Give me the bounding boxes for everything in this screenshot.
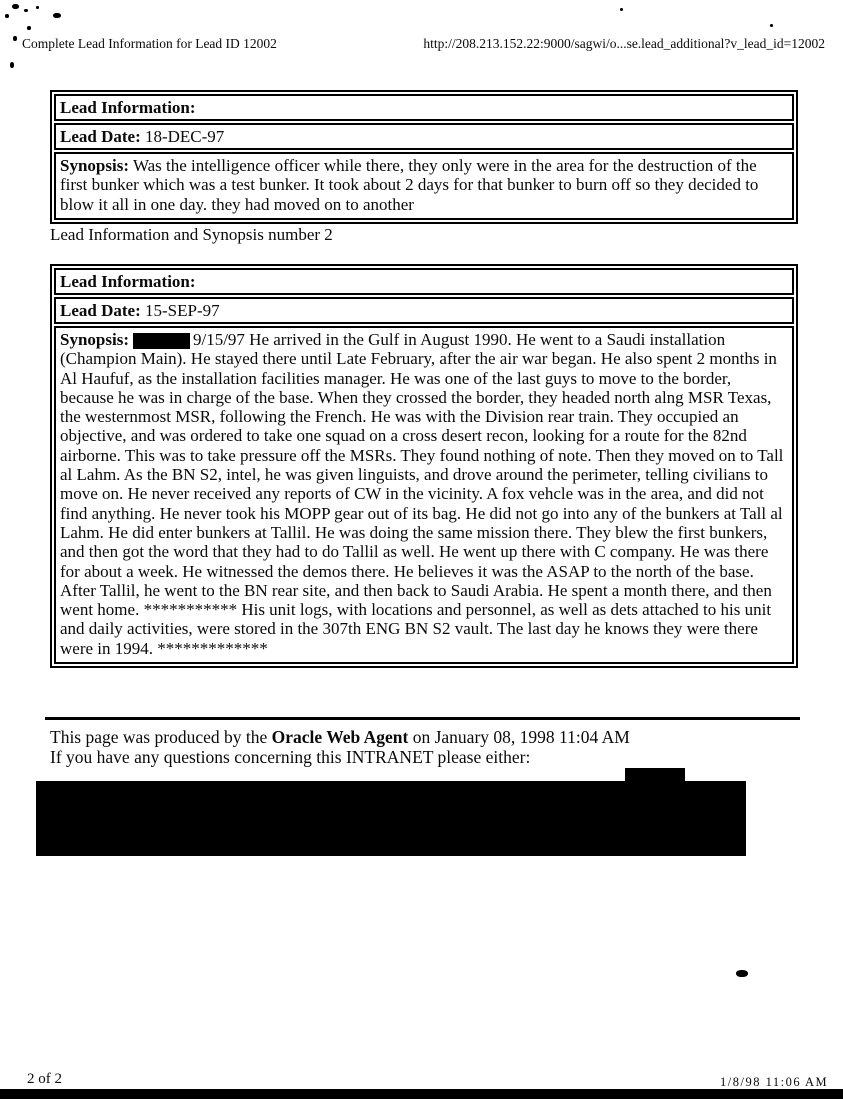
synopsis-row [54,326,794,664]
lead-info-header-row [54,268,794,295]
scan-speck [53,13,61,18]
scan-speck [10,62,14,68]
redaction-block-large [36,781,746,856]
lead-date-label: Lead Date: [60,301,141,320]
scan-speck [736,970,748,977]
scan-speck [5,14,9,18]
footer-divider-rule [45,717,800,720]
synopsis-label: Synopsis: [60,156,129,175]
synopsis-row [54,152,794,220]
lead-box-2 [50,264,798,668]
page-title: Complete Lead Information for Lead ID 12002 [22,36,277,51]
lead-date-row [54,297,794,324]
footer-produced-prefix: This page was produced by the [50,727,272,747]
synopsis-label: Synopsis: [60,330,129,349]
page-number: 2 of 2 [27,1071,62,1087]
lead-date-row [54,123,794,150]
lead-date-label: Lead Date: [60,127,141,146]
lead-info-header-row [54,94,794,121]
lead-date-value: 15-SEP-97 [144,301,220,320]
scan-speck [770,24,773,27]
lead-info-label: Lead Information: [60,98,196,117]
section-heading: Lead Information and Synopsis number 2 [50,225,333,244]
page-url: http://208.213.152.22:9000/sagwi/o...se.lead_additional?v_lead_id=12002 [423,36,825,51]
redaction-block-small [625,768,685,782]
bottom-scan-bar [0,1089,843,1099]
scan-speck [12,4,19,9]
footer-questions-line: If you have any questions concerning this INTRANET please either: [50,747,531,767]
scan-speck [36,6,39,9]
lead-box-1 [50,90,798,224]
scan-speck [24,9,28,12]
scan-speck [13,36,17,41]
lead-date-value: 18-DEC-97 [144,127,225,146]
synopsis-text: 9/15/97 He arrived in the Gulf in August 1990. He went to a Saudi installation (Champion Main). He stayed there until Late February, after the air war began. He also spent 2 months in Al Haufuf, as the installation facilities manager. He was one of the last guys to move to the border, because he was in charge of the base. When they crossed the border, they headed north alng MSR Texas, the westernmost MSR, following the French. He was with the Division rear train. They occupied an objective, and was ordered to take one squad on a cross desert recon, looking for a route for the 82nd airborne. This was to take pressure off the MSRs. They found nothing of note. Then they moved on to Tall al Lahm. As the BN S2, intel, he was given linguists, and drove around the perimeter, telling civilians to move on. He never received any reports of CW in the vicinity. A fox vehcle was in the area, and did not find anything. He never took his MOPP gear out of its bag. He did not go into any of the bunkers at Tall al Lahm. He did enter bunkers at Tallil. He was doing the same mission there. They blew the first bunkers, and then got the word that they had to do Tallil as well. He went up there with C company. He was there for about a week. He witnessed the demos there. He believes it was the ASAP to the north of the base. After Tallil, he went to the BN rear site, and then back to Saudi Arabia. He spent a month there, and then went home. *********** His unit logs, with locations and personnel, as well as dets attached to his unit and daily activities, were stored in the 307th ENG BN S2 vault. The last day he knows they were there were in 1994. ************* [60,330,784,658]
print-timestamp: 1/8/98 11:06 AM [720,1075,829,1086]
oracle-web-agent-name: Oracle Web Agent [271,727,409,747]
synopsis-text: Was the intelligence officer while there, they only were in the area for the destruction of the first bunker which was a test bunker. It took about 2 days for that bunker to burn off so they decided to blow it all in one day. they had moved on to another [60,156,759,214]
scan-speck [27,26,31,30]
footer-text-block [50,727,790,767]
lead-info-label: Lead Information: [60,272,196,291]
print-header [22,36,825,52]
inline-redaction-box [133,333,190,349]
footer-produced-line [50,727,790,747]
scan-speck [620,8,623,11]
footer-produced-suffix: on January 08, 1998 11:04 AM [408,727,630,747]
